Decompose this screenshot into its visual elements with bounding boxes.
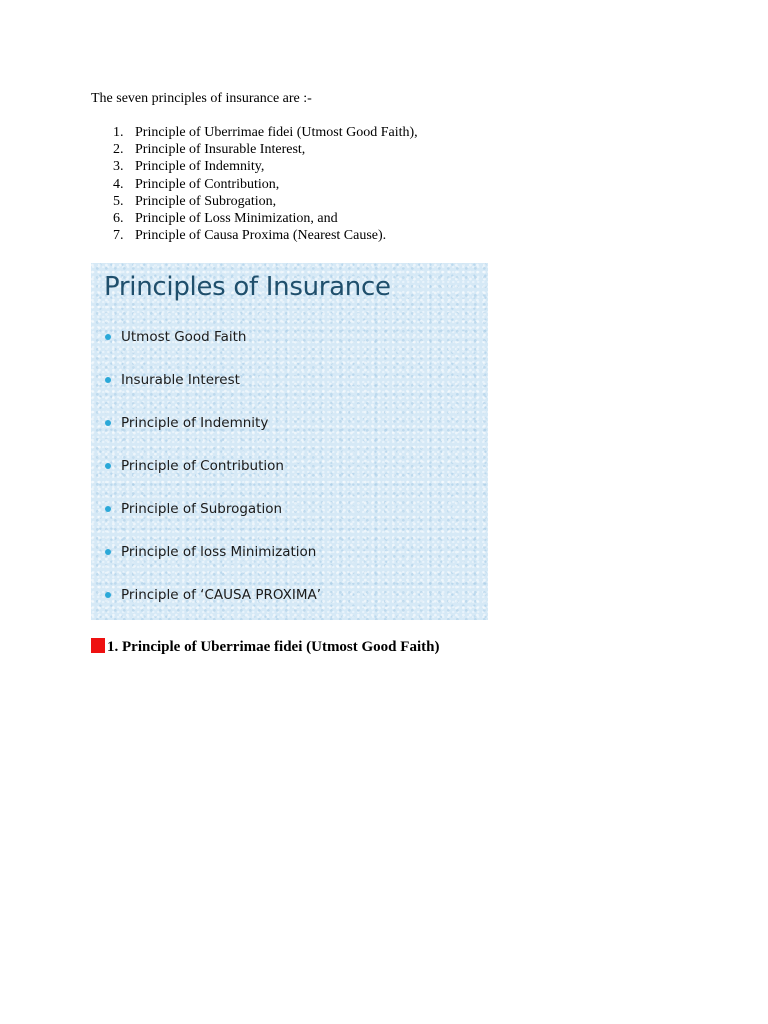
list-item bbox=[107, 124, 418, 141]
list-item-number: 4. bbox=[113, 176, 124, 192]
list-item-text: Principle of Uberrimae fidei (Utmost Good Faith), bbox=[135, 125, 418, 140]
bullet-dot-icon bbox=[105, 463, 111, 469]
list-item-text: Principle of Subrogation, bbox=[135, 193, 277, 209]
principles-slide-image bbox=[91, 263, 488, 620]
principles-list bbox=[107, 124, 418, 244]
slide-bullet bbox=[105, 370, 321, 413]
list-item bbox=[107, 141, 418, 158]
list-item-text: Principle of Causa Proxima (Nearest Cause). bbox=[135, 228, 387, 244]
list-item bbox=[107, 210, 418, 227]
list-item-number: 5. bbox=[113, 193, 124, 209]
slide-bullet-text: Principle of Contribution bbox=[121, 458, 284, 474]
bullet-dot-icon bbox=[105, 334, 111, 340]
slide-bullet-text: Utmost Good Faith bbox=[121, 329, 247, 345]
list-item bbox=[107, 193, 418, 210]
slide-bullet-text: Principle of ‘CAUSA PROXIMA’ bbox=[121, 587, 322, 603]
slide-bullet-text: Principle of Indemnity bbox=[121, 415, 269, 431]
list-item-text: Principle of Contribution, bbox=[135, 176, 280, 192]
list-item bbox=[107, 176, 418, 193]
slide-bullet-list bbox=[105, 327, 321, 620]
slide-bullet bbox=[105, 542, 321, 585]
list-item bbox=[107, 158, 418, 175]
red-square-marker-icon bbox=[91, 638, 105, 653]
list-item-text: Principle of Insurable Interest, bbox=[135, 142, 306, 158]
list-item-number: 1. bbox=[113, 125, 124, 140]
slide-bullet bbox=[105, 456, 321, 499]
slide-bullet-text: Principle of loss Minimization bbox=[121, 544, 317, 560]
slide-bullet bbox=[105, 413, 321, 456]
list-item-text: Principle of Indemnity, bbox=[135, 159, 265, 175]
slide-title: Principles of Insurance bbox=[104, 272, 391, 302]
slide-bullet bbox=[105, 585, 321, 620]
bullet-dot-icon bbox=[105, 377, 111, 383]
slide-bullet-text: Insurable Interest bbox=[121, 372, 240, 388]
list-item-number: 3. bbox=[113, 159, 124, 175]
intro-paragraph: The seven principles of insurance are :- bbox=[91, 91, 312, 106]
slide-bullet bbox=[105, 327, 321, 370]
slide-bullet bbox=[105, 499, 321, 542]
list-item bbox=[107, 227, 418, 244]
section-heading-text: 1. Principle of Uberrimae fidei (Utmost Good Faith) bbox=[107, 639, 440, 655]
list-item-number: 2. bbox=[113, 142, 124, 158]
slide-bullet-text: Principle of Subrogation bbox=[121, 501, 283, 517]
bullet-dot-icon bbox=[105, 506, 111, 512]
list-item-text: Principle of Loss Minimization, and bbox=[135, 211, 338, 227]
bullet-dot-icon bbox=[105, 549, 111, 555]
section-heading bbox=[91, 637, 439, 657]
bullet-dot-icon bbox=[105, 592, 111, 598]
bullet-dot-icon bbox=[105, 420, 111, 426]
list-item-number: 6. bbox=[113, 211, 124, 227]
list-item-number: 7. bbox=[113, 228, 124, 244]
